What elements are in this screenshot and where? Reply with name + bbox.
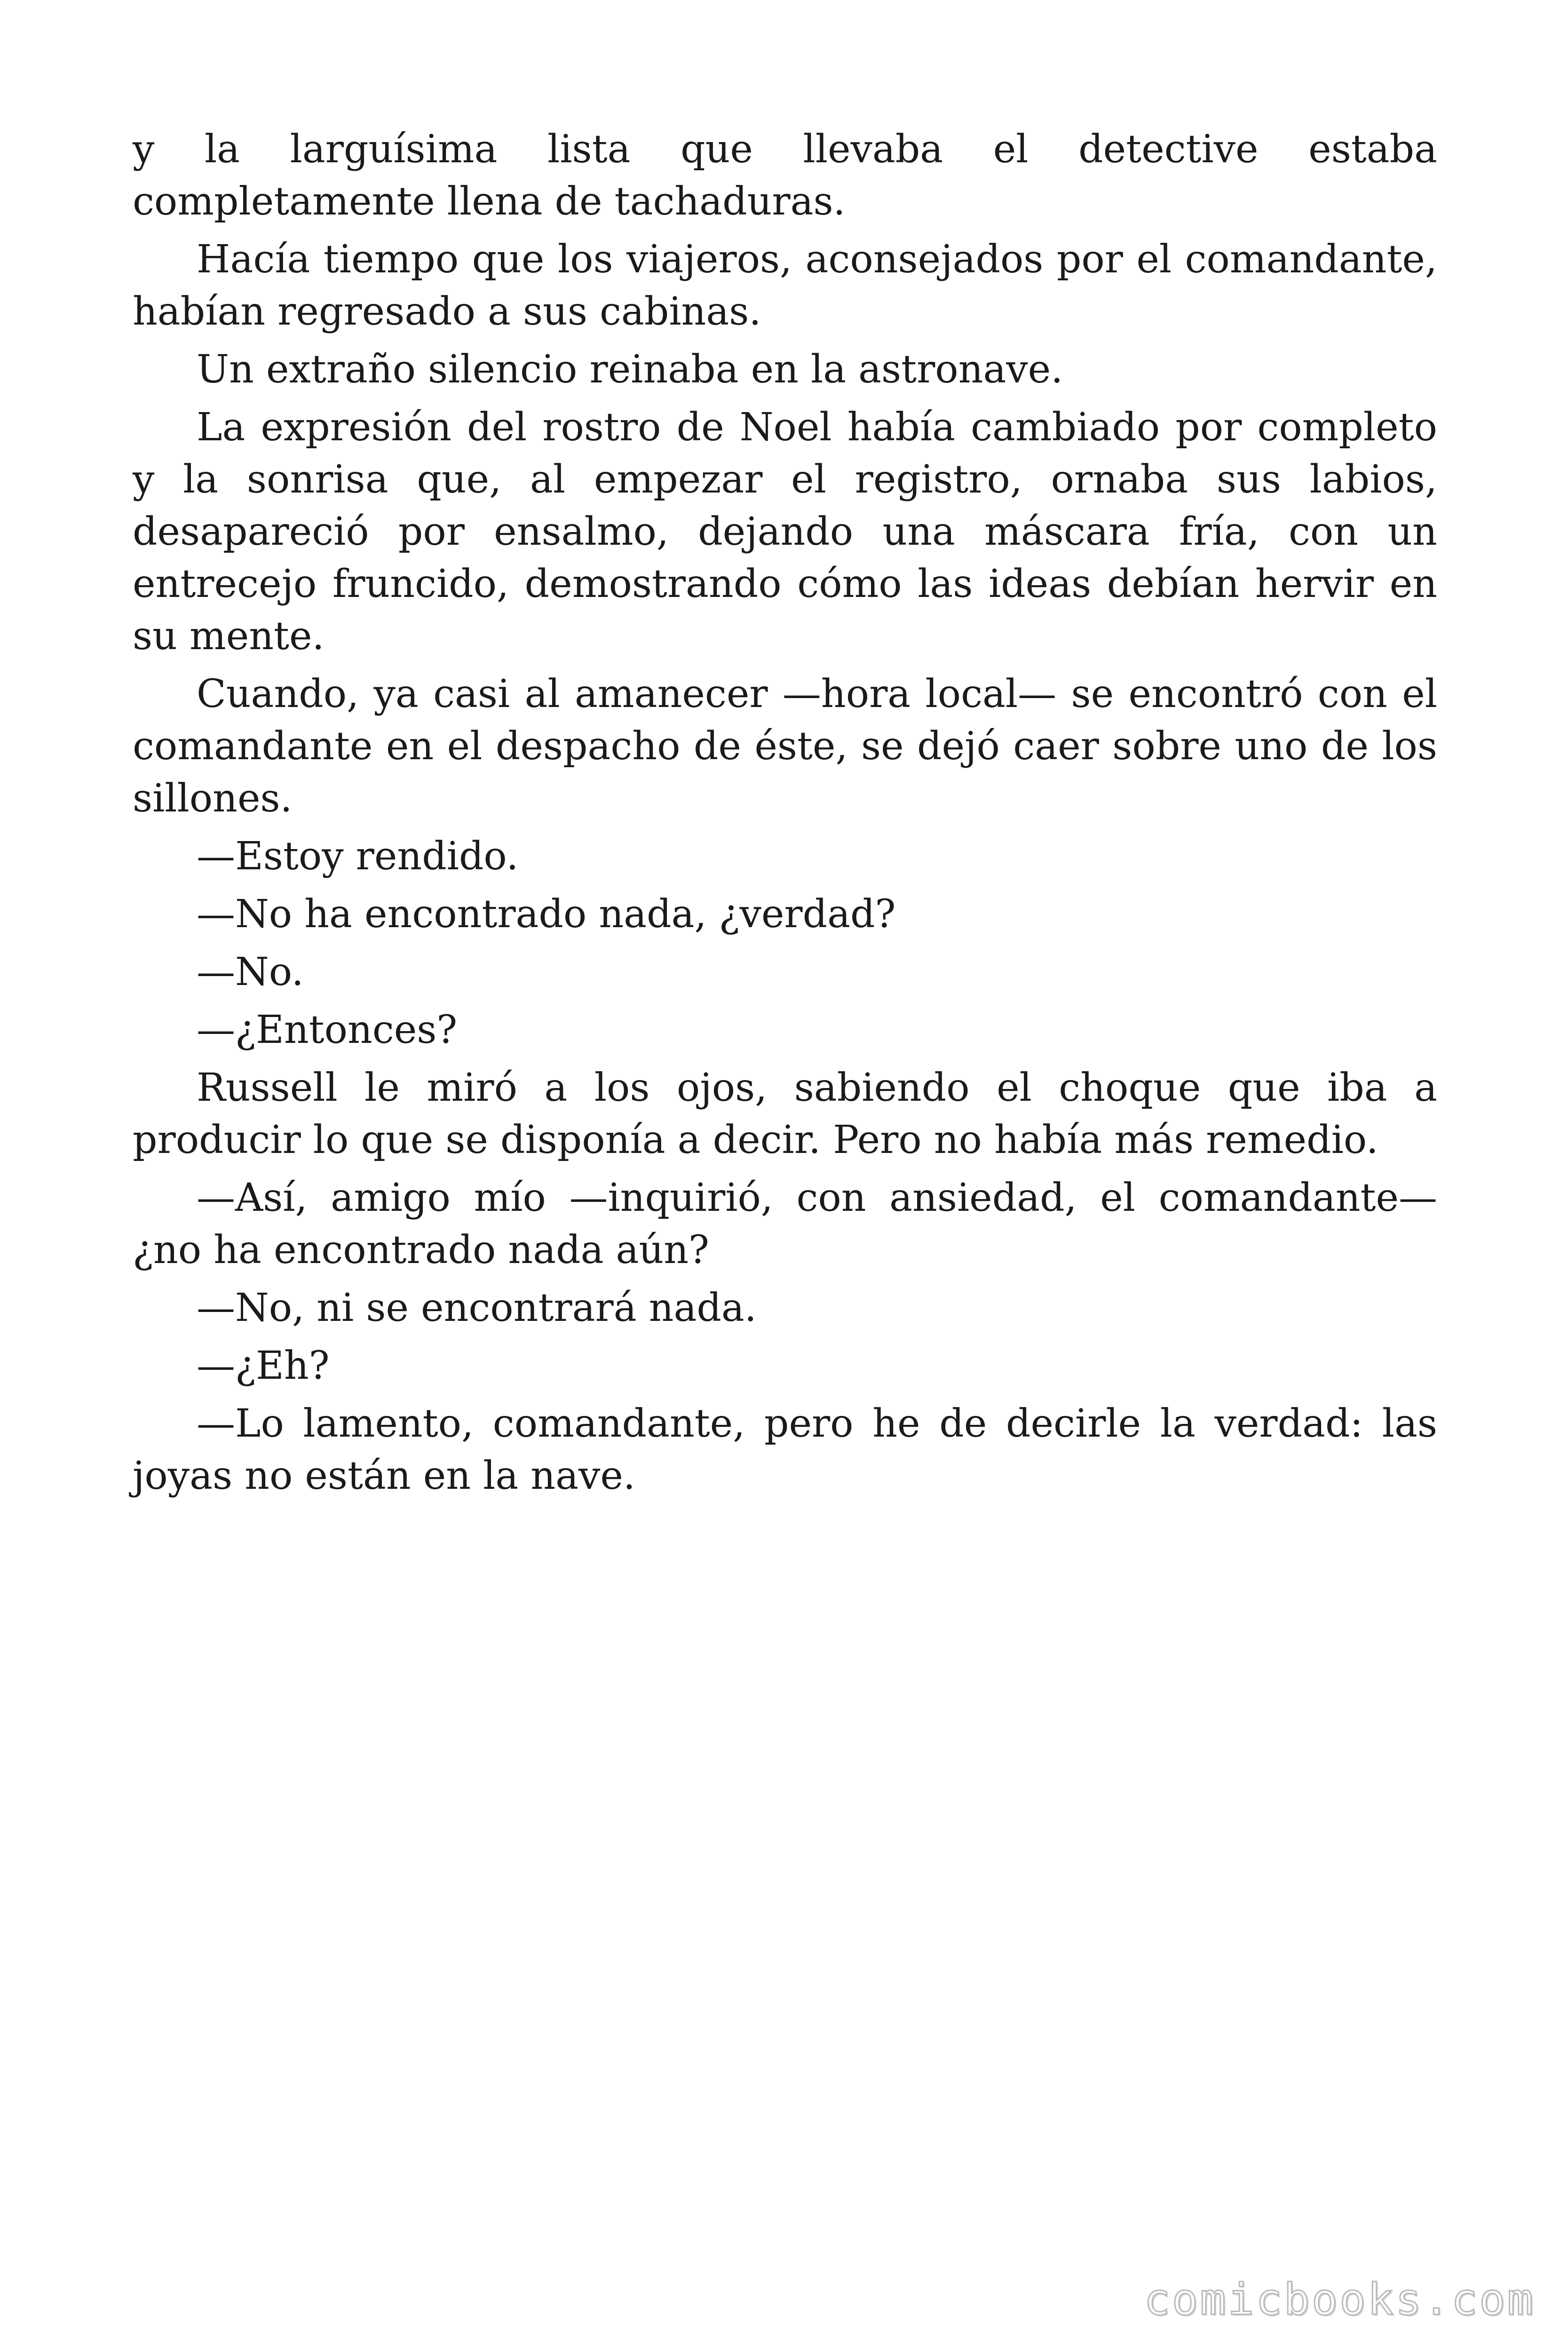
page-body-text bbox=[133, 123, 1437, 1508]
dialogue-line-1: —Estoy rendido. bbox=[197, 834, 519, 879]
paragraph-4: La expresión del rostro de Noel había cambiado por completo y la sonrisa que, al empezar el registro, ornaba sus labios, desapareció por ensalmo, dejando una máscara fría, con un entrecejo fruncido, demostrando cómo las ideas debían hervir en su mente. bbox=[133, 405, 1437, 659]
dialogue-line-4: —¿Entonces? bbox=[197, 1008, 458, 1052]
dialogue-line-8: —Lo lamento, comandante, pero he de decirle la verdad: las joyas no están en la nave. bbox=[133, 1401, 1437, 1498]
paragraph-3: Un extraño silencio reinaba en la astronave. bbox=[197, 347, 1063, 392]
dialogue-line-3: —No. bbox=[197, 950, 304, 994]
dialogue-line-6: —No, ni se encontrará nada. bbox=[197, 1286, 757, 1330]
dialogue-line-5: —Así, amigo mío —inquirió, con ansiedad, el comandante— ¿no ha encontrado nada aún? bbox=[133, 1176, 1437, 1272]
paragraph-5: Cuando, ya casi al amanecer —hora local— se encontró con el comandante en el despacho de éste, se dejó caer sobre uno de los sillones. bbox=[133, 672, 1437, 821]
paragraph-2: Hacía tiempo que los viajeros, aconsejados por el comandante, habían regresado a sus cabinas. bbox=[133, 237, 1437, 334]
paragraph-6: Russell le miró a los ojos, sabiendo el choque que iba a producir lo que se disponía a decir. Pero no había más remedio. bbox=[133, 1065, 1437, 1162]
watermark-text: comicbooks.com bbox=[1144, 2274, 1535, 2325]
dialogue-line-7: —¿Eh? bbox=[197, 1343, 330, 1388]
dialogue-line-2: —No ha encontrado nada, ¿verdad? bbox=[197, 892, 896, 937]
paragraph-1: y la larguísima lista que llevaba el detective estaba completamente llena de tachaduras. bbox=[133, 127, 1437, 224]
